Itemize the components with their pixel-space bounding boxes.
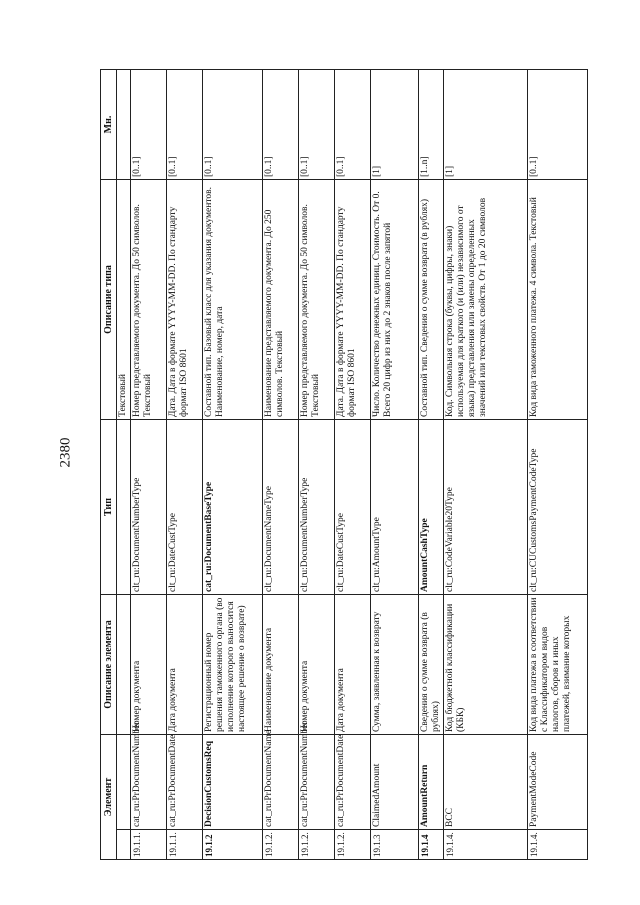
row-type-description: Наименование представляемого документа. До 250 символов. Текстовый xyxy=(263,180,299,420)
row-element-description: Сумма, заявленная к возврату xyxy=(371,595,419,735)
header-element: Элемент xyxy=(101,735,117,860)
row-type: clt_ru:DocumentNumberType xyxy=(131,420,167,595)
row-element-description: Сведения о сумме возврата (в рублях) xyxy=(419,595,444,735)
row-type-description: Составной тип. Базовый класс для указания документов. Наименование, номер, дата xyxy=(203,180,263,420)
row-number xyxy=(117,830,131,860)
row-element: BCC xyxy=(444,735,528,830)
row-element: PaymentModeCode xyxy=(528,735,588,830)
table-row xyxy=(263,70,299,860)
row-element: cat_ru:PrDocumentDate xyxy=(167,735,203,830)
table-row xyxy=(371,70,419,860)
table-row xyxy=(419,70,444,860)
row-multiplicity: [0..1] xyxy=(528,70,588,180)
row-multiplicity: [0..1] xyxy=(167,70,203,180)
row-element-description: Номер документа xyxy=(299,595,335,735)
row-number: 19.1.3 xyxy=(371,830,419,860)
table-container xyxy=(100,70,572,860)
row-type: clt_ru:DocumentNumberType xyxy=(299,420,335,595)
schema-table xyxy=(100,69,588,860)
row-element-description xyxy=(117,595,131,735)
row-element: cat_ru:PrDocumentDate xyxy=(335,735,371,830)
row-element: cat_ru:PrDocumentNumber xyxy=(299,735,335,830)
row-type-description: Число. Количество денежных единиц. Стоимость. От 0. Всего 20 цифр из них до 2 знаков после запятой xyxy=(371,180,419,420)
row-type: clt_ru:CUCustomsPaymentCodeType xyxy=(528,420,588,595)
row-type-description: Код вида таможенного платежа. 4 символа. Текстовый xyxy=(528,180,588,420)
row-multiplicity: [0..1] xyxy=(299,70,335,180)
row-type-description: Номер представляемого документа. До 50 символов. Текстовый xyxy=(131,180,167,420)
row-multiplicity: [0..1] xyxy=(203,70,263,180)
row-element-description: Дата документа xyxy=(167,595,203,735)
row-type-description: Код. Символьная строка (буквы, цифры, знаки) используемая для краткого (и (или) независимого от языка) представления или замены определенных значений или текстовых свойств. От 1 до 20 символов xyxy=(444,180,528,420)
table-row xyxy=(528,70,588,860)
row-number: 19.1.2 xyxy=(203,830,263,860)
row-type-description: Составной тип. Сведения о сумме возврата (в рублях) xyxy=(419,180,444,420)
row-number: 19.1.2. xyxy=(299,830,335,860)
page-number: 2380 xyxy=(57,437,74,468)
header-type: Тип xyxy=(101,420,117,595)
header-type-description: Описание типа xyxy=(101,180,117,420)
row-element-description: Код вида платежа в соответствии с Классификатором видов налогов, сборов и иных платежей, взимание которых xyxy=(528,595,588,735)
row-type: clt_ru:AmountType xyxy=(371,420,419,595)
row-type-description: Номер представляемого документа. До 50 символов. Текстовый xyxy=(299,180,335,420)
row-number: 19.1.1. xyxy=(167,830,203,860)
table-row xyxy=(335,70,371,860)
row-number: 19.1.4. xyxy=(528,830,588,860)
row-multiplicity: [1] xyxy=(371,70,419,180)
header-element-description: Описание элемента xyxy=(101,595,117,735)
row-multiplicity: [0..1] xyxy=(263,70,299,180)
table-row xyxy=(117,70,131,860)
row-type: AmountCashType xyxy=(419,420,444,595)
table-header-row xyxy=(101,70,117,860)
row-number: 19.1.2. xyxy=(335,830,371,860)
row-type: clt_ru:DateCustType xyxy=(167,420,203,595)
row-type-description: Дата. Дата в формате YYYY-MM-DD. По стандарту формат ISO 8601 xyxy=(335,180,371,420)
row-element-description: Номер документа xyxy=(131,595,167,735)
row-number: 19.1.1. xyxy=(131,830,167,860)
row-multiplicity xyxy=(117,70,131,180)
row-element: cat_ru:PrDocumentName xyxy=(263,735,299,830)
row-element-description: Регистрационный номер решения таможенного органа (во исполнение которого выносится настоящее решение о возврате) xyxy=(203,595,263,735)
table-row xyxy=(203,70,263,860)
row-type: clt_ru:DocumentNameType xyxy=(263,420,299,595)
row-multiplicity: [1] xyxy=(444,70,528,180)
row-type: clt_ru:DateCustType xyxy=(335,420,371,595)
table-row xyxy=(167,70,203,860)
row-element-description: Код бюджетной классификации (КБК) xyxy=(444,595,528,735)
row-type: clt_ru:CodeVariable20Type xyxy=(444,420,528,595)
row-number: 19.1.4. xyxy=(444,830,528,860)
row-element: AmountReturn xyxy=(419,735,444,830)
row-multiplicity: [1..n] xyxy=(419,70,444,180)
row-type-description: Дата. Дата в формате YYYY-MM-DD. По стандарту формат ISO 8601 xyxy=(167,180,203,420)
row-type xyxy=(117,420,131,595)
row-element xyxy=(117,735,131,830)
row-element: ClaimedAmount xyxy=(371,735,419,830)
row-multiplicity: [0..1] xyxy=(335,70,371,180)
row-multiplicity: [0..1] xyxy=(131,70,167,180)
table-row xyxy=(131,70,167,860)
row-type: cat_ru:DocumentBaseType xyxy=(203,420,263,595)
table-row xyxy=(444,70,528,860)
row-number: 19.1.2. xyxy=(263,830,299,860)
row-element: DecisionCustomsReq xyxy=(203,735,263,830)
table-row xyxy=(299,70,335,860)
row-element-description: Дата документа xyxy=(335,595,371,735)
row-element-description: Наименование документа xyxy=(263,595,299,735)
row-element: cat_ru:PrDocumentNumber xyxy=(131,735,167,830)
header-multiplicity: Мн. xyxy=(101,70,117,180)
rotated-table-area xyxy=(100,70,572,860)
row-type-description: Текстовый xyxy=(117,180,131,420)
row-number: 19.1.4 xyxy=(419,830,444,860)
